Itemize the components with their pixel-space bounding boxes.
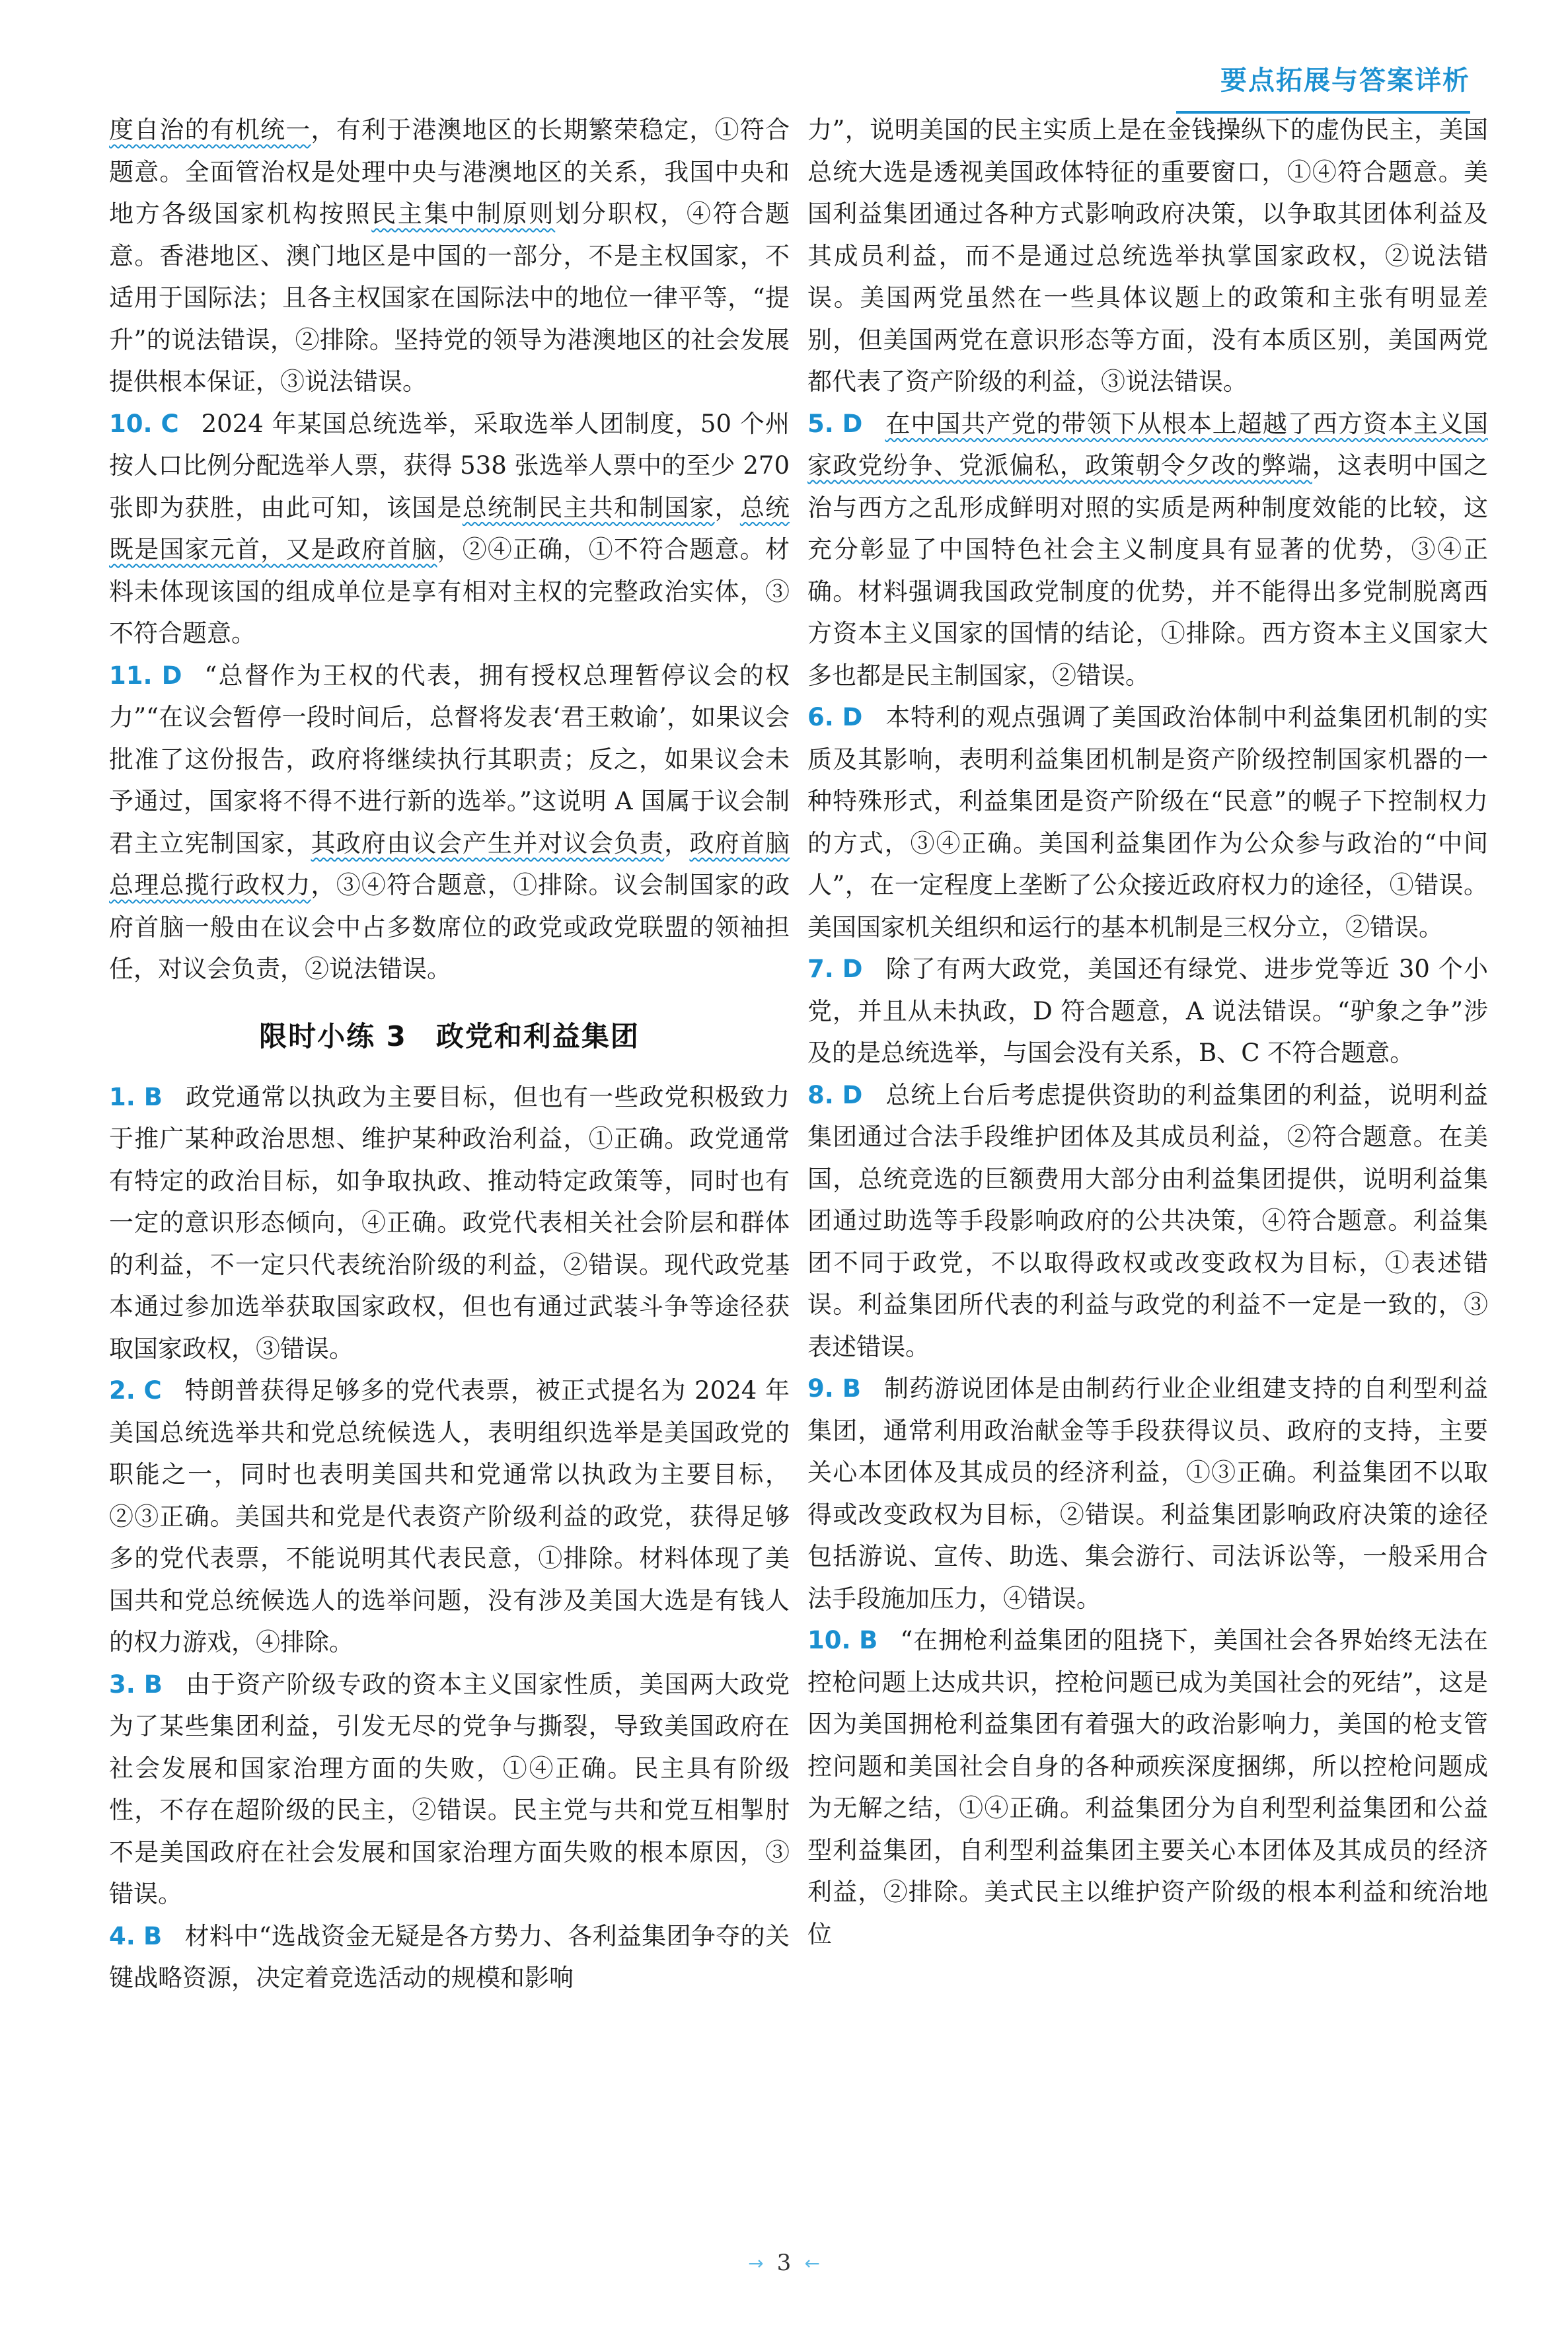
paragraph-continued [109,109,790,403]
right-column [807,109,1488,1955]
answer-letter: D [161,661,182,690]
answer-item-1 [109,1076,790,1370]
text-run: ，②④正确，①不符合题意。材料未体现该国的组成单位是享有相对主权的完整政治实体，③不符合题意。 [109,535,790,647]
answer-item-2 [109,1370,790,1664]
answer-text: 本特利的观点强调了美国政治体制中利益集团机制的实质及其影响，表明利益集团机制是资产阶级控制国家机器的一种特殊形式，利益集团是资产阶级在“民意”的幌子下控制权力的方式，③④正确。美国利益集团作为公众参与政治的“中间人”，在一定程度上垄断了公众接近政府权力的途径，①错误。美国国家机关组织和运行的基本机制是三权分立，②错误。 [807,703,1489,941]
arrow-left-icon: ← [804,2252,820,2274]
left-column [109,109,790,1999]
key-phrase: 政府首脑总理总揽行政权力 [109,829,790,899]
text-run: ，这表明中国之治与西方之乱形成鲜明对照的实质是两种制度效能的比较，这充分彰显了中国特色社会主义制度具有显著的优势，③④正确。材料强调我国政党制度的优势，并不能得出多党制脱离西方资本主义国家的国情的结论，①排除。西方资本主义国家大多也都是民主制国家，②错误。 [807,451,1489,690]
key-phrase: 度自治的有机统一 [109,116,311,144]
answer-letter: D [842,955,863,983]
question-number: 9. [807,1374,834,1403]
answer-item-10b [807,1619,1488,1955]
answer-letter: B [143,1082,163,1111]
answer-letter: C [161,409,179,438]
section-title: 限时小练 3 政党和利益集团 [259,1019,640,1052]
answer-text: 特朗普获得足够多的党代表票，被正式提名为 2024 年美国总统选举共和党总统候选人，表明组织选举是美国政党的职能之一，同时也表明美国共和党通常以执政为主要目标，②③正确。美国共和党是代表资产阶级利益的政党，获得足够多的党代表票，不能说明其代表民意，①排除。材料体现了美国共和党总统候选人的选举问题，没有涉及美国大选是有钱人的权力游戏，④排除。 [109,1376,790,1656]
question-number: 5. [807,409,834,438]
question-number: 11. [109,661,153,690]
page-footer [0,2250,1568,2289]
answer-item-4 [109,1915,790,1999]
key-phrase: 民主集中制原则 [371,200,556,228]
paragraph-continued: 力”，说明美国的民主实质上是在金钱操纵下的虚伪民主，美国总统大选是透视美国政体特征的重要窗口，①④符合题意。美国利益集团通过各种方式影响政府决策，以争取其团体利益及其成员利益，而不是通过总统选举执掌国家政权，②说法错误。美国两党虽然在一些具体议题上的政策和主张有明显差别，但美国两党在意识形态等方面，没有本质区别，美国两党都代表了资产阶级的利益，③说法错误。 [807,116,1488,396]
text-run: 2024 年某国总统选举，采取选举人团制度，50 个州按人口比例分配选举人票，获得 538 张选举人票中的至少 270 张即为获胜，由此可知，该国是 [109,409,790,522]
text-run: ，③④符合题意，①排除。议会制国家的政府首脑一般由在议会中占多数席位的政党或政党联盟的领袖担任，对议会负责，②说法错误。 [109,871,790,983]
answer-text: “在拥枪利益集团的阻挠下，美国社会各界始终无法在控枪问题上达成共识，控枪问题已成为美国社会的死结”，这是因为美国拥枪利益集团有着强大的政治影响力，美国的枪支管控问题和美国社会自身的各种顽疾深度捆绑，所以控枪问题成为无解之结，①④正确。利益集团分为自利型利益集团和公益型利益集团，自利型利益集团主要关心本团体及其成员的经济利益，②排除。美式民主以维护资产阶级的根本利益和统治地位 [807,1626,1488,1948]
text-run: ， [714,493,740,522]
answer-text: 制药游说团体是由制药行业企业组建支持的自利型利益集团，通常利用政治献金等手段获得议员、政府的支持，主要关心本团体及其成员的经济利益，①③正确。利益集团不以取得或改变政权为目标，②错误。利益集团影响政府决策的途径包括游说、宣传、助选、集会游行、司法诉讼等，一般采用合法手段施加压力，④错误。 [807,1374,1488,1613]
text-run: ， [664,829,690,858]
question-number: 8. [807,1080,834,1109]
text-run: 划分职权，④符合题意。香港地区、澳门地区是中国的一部分，不是主权国家，不适用于国际法；且各主权国家在国际法中的地位一律平等，“提升”的说法错误，②排除。坚持党的领导为港澳地区的社会发展提供根本保证，③说法错误。 [109,200,790,396]
answer-item-10 [109,403,790,655]
question-number: 6. [807,703,834,731]
question-number: 10. [109,409,153,438]
key-phrase: 其政府由议会产生并对议会负责 [311,829,665,858]
question-number: 4. [109,1921,135,1950]
answer-item-7 [807,948,1488,1074]
key-phrase: 在中国共产党的带领下从根本上超越了西方资本主义国家政党纷争、党派偏私，政策朝令夕改的弊端 [807,409,1489,480]
answer-item-9 [807,1368,1488,1619]
question-number: 7. [807,955,834,983]
answer-letter: B [143,1921,163,1950]
header-title: 要点拓展与答案详析 [1220,65,1470,96]
question-number: 10. [807,1626,851,1654]
answer-letter: B [842,1374,861,1403]
answer-text: 除了有两大政党，美国还有绿党、进步党等近 30 个小党，并且从未执政，D 符合题意，A 说法错误。“驴象之争”涉及的是总统选举，与国会没有关系，B、C 不符合题意。 [807,955,1489,1067]
answer-text: 总统上台后考虑提供资助的利益集团的利益，说明利益集团通过合法手段维护团体及其成员利益，②符合题意。在美国，总统竞选的巨额费用大部分由利益集团提供，说明利益集团通过助选等手段影响政府的公共决策，④符合题意。利益集团不同于政党，不以取得政权或改变政权为目标，①表述错误。利益集团所代表的利益与政党的利益不一定是一致的，③表述错误。 [807,1080,1489,1361]
answer-letter: C [143,1376,162,1405]
answer-text: 由于资产阶级专政的资本主义国家性质，美国两大政党为了某些集团利益，引发无尽的党争与撕裂，导致美国政府在社会发展和国家治理方面的失败，①④正确。民主具有阶级性，不存在超阶级的民主，②错误。民主党与共和党互相掣肘不是美国政府在社会发展和国家治理方面失败的根本原因，③错误。 [109,1670,790,1908]
answer-text: 政党通常以执政为主要目标，但也有一些政党积极致力于推广某种政治思想、维护某种政治利益，①正确。政党通常有特定的政治目标，如争取执政、推动特定政策等，同时也有一定的意识形态倾向，④正确。政党代表相关社会阶层和群体的利益，不一定只代表统治阶级的利益，②错误。现代政党基本通过参加选举获取国家政权，但也有通过武装斗争等途径获取国家政权，③错误。 [109,1082,790,1363]
answer-letter: B [859,1626,878,1654]
question-number: 1. [109,1082,135,1111]
question-number: 3. [109,1670,135,1699]
question-number: 2. [109,1376,135,1405]
answer-letter: D [842,703,863,731]
answer-item-8 [807,1074,1488,1368]
answer-item-3 [109,1664,790,1915]
answer-item-11 [109,655,790,990]
answer-item-6 [807,696,1488,948]
answer-item-5 [807,403,1488,697]
arrow-right-icon: → [748,2252,764,2274]
page-header [1176,61,1470,114]
text-run: ，有利于港澳地区的长期繁荣稳定，①符合题意。全面管治权是处理中央与港澳地区的关系，我国中央和地方各级国家机构按照 [109,116,790,228]
answer-letter: B [143,1670,163,1699]
page-number: 3 [776,2250,792,2276]
key-phrase: 总统制民主共和制国家 [462,493,715,522]
answer-letter: D [842,409,863,438]
answer-text: 材料中“选战资金无疑是各方势力、各利益集团争夺的关键战略资源，决定着竞选活动的规模和影响 [109,1921,790,1992]
key-phrase: 总统既是国家元首，又是政府首脑 [109,493,790,564]
text-run: “总督作为王权的代表，拥有授权总理暂停议会的权力”“在议会暂停一段时间后，总督将发表‘君王敕谕’，如果议会批准了这份报告，政府将继续执行其职责；反之，如果议会未予通过，国家将不得不进行新的选举。”这说明 A 国属于议会制君主立宪制国家， [109,661,790,858]
answer-letter: D [842,1080,863,1109]
